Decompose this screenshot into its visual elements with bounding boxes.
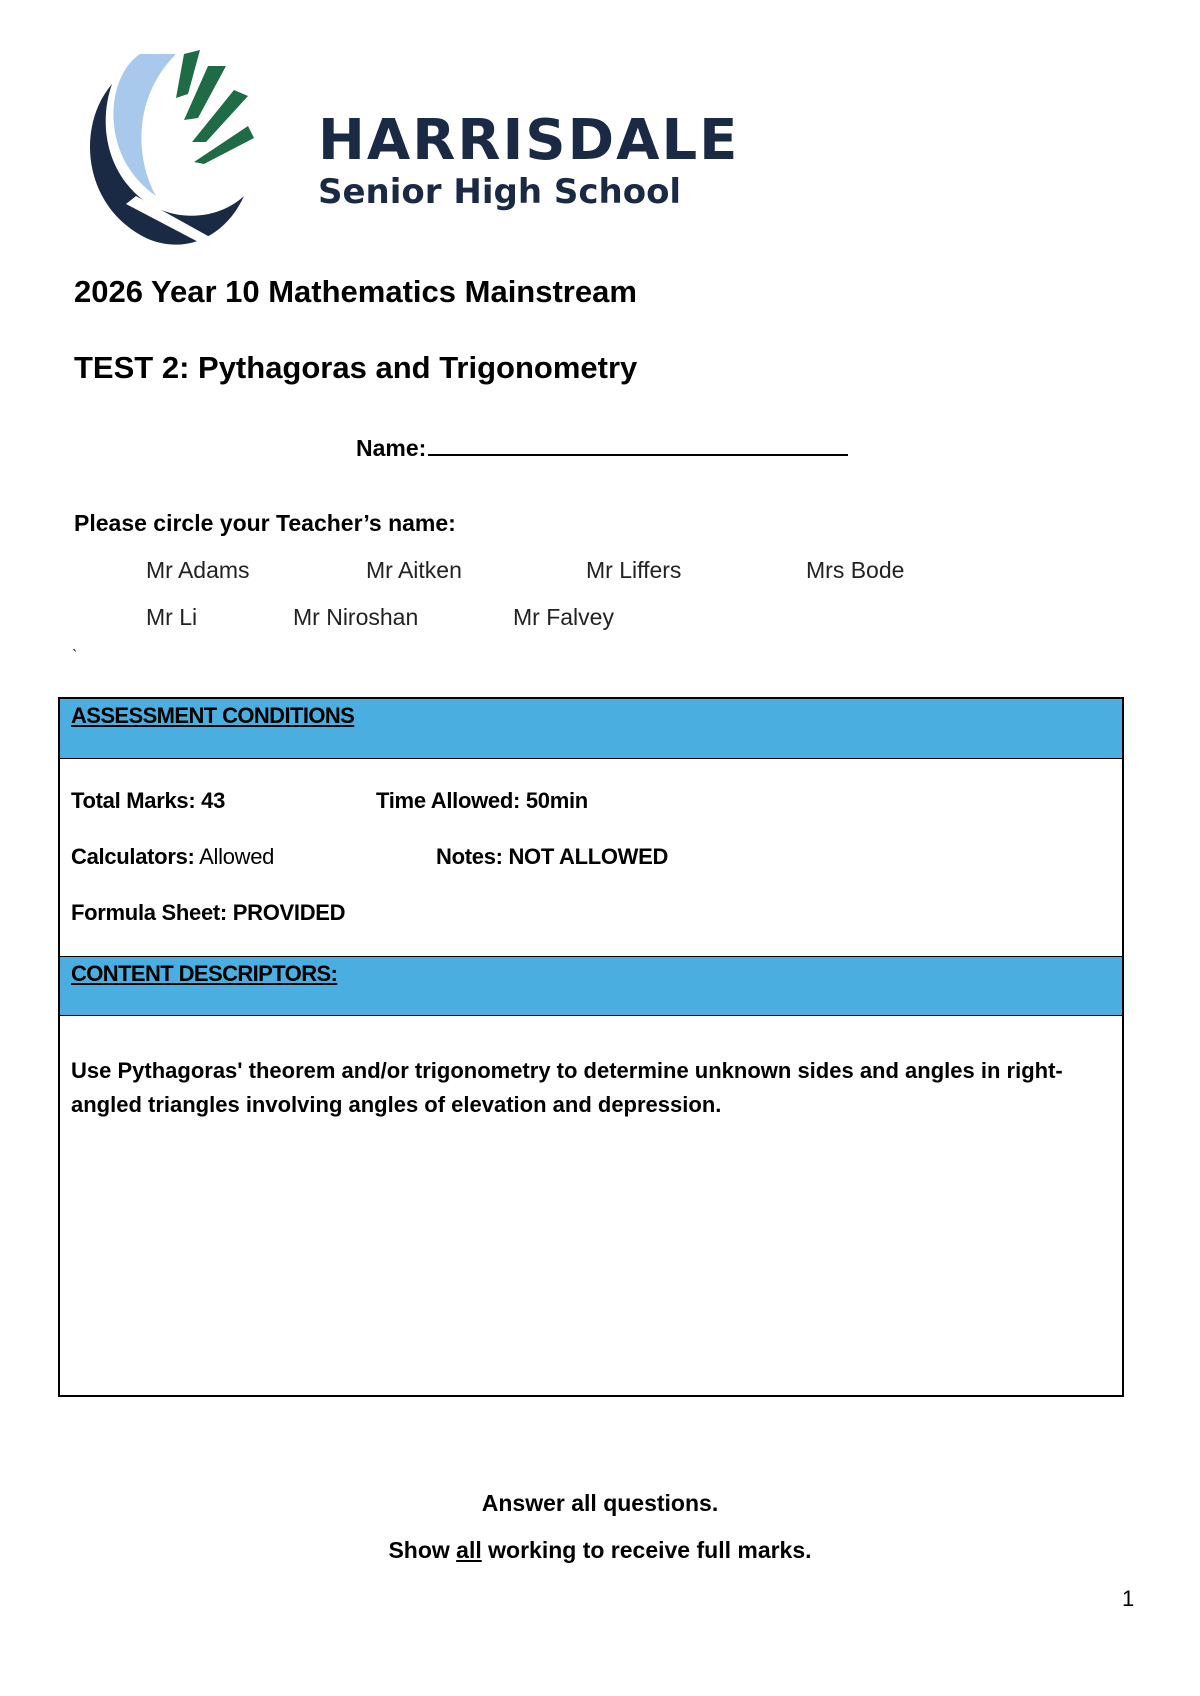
instruction-show-suffix: working to receive full marks.	[481, 1537, 812, 1563]
name-field[interactable]	[356, 434, 848, 462]
instruction-show-prefix: Show	[388, 1537, 457, 1563]
teacher-prompt: Please circle your Teacher’s name:	[74, 510, 456, 536]
teacher-option[interactable]: Mr Falvey	[513, 604, 614, 630]
assessment-conditions-heading: ASSESSMENT CONDITIONS	[71, 703, 355, 728]
formula-sheet-label: Formula Sheet:	[71, 900, 227, 925]
time-allowed-value: 50min	[525, 788, 588, 813]
assessment-conditions-box	[58, 697, 1124, 1397]
calculators	[71, 844, 274, 870]
content-descriptors-header	[60, 956, 1122, 1016]
stray-mark: `	[72, 648, 78, 665]
notes-label: Notes:	[436, 844, 503, 869]
teacher-option[interactable]: Mr Niroshan	[293, 604, 419, 630]
teacher-option[interactable]: Mr Aitken	[366, 557, 462, 583]
content-descriptor-text: Use Pythagoras' theorem and/or trigonometry to determine unknown sides and angles in right-angled triangles involving angles of elevation and depression.	[71, 1058, 1063, 1117]
teacher-option[interactable]: Mrs Bode	[806, 557, 905, 583]
calculators-value: Allowed	[199, 844, 275, 869]
test-title: TEST 2: Pythagoras and Trigonometry	[74, 350, 638, 385]
logo-school-name: HARRISDALE	[318, 108, 740, 173]
teacher-option[interactable]: Mr Liffers	[586, 557, 682, 583]
formula-sheet-value: PROVIDED	[232, 900, 346, 925]
instruction-show-emphasis: all	[456, 1537, 482, 1563]
formula-sheet	[71, 900, 345, 926]
total-marks	[71, 788, 225, 814]
total-marks-label: Total Marks:	[71, 788, 196, 813]
logo-school-subtitle: Senior High School	[318, 172, 682, 212]
content-descriptors-heading: CONTENT DESCRIPTORS:	[71, 961, 338, 986]
school-logo	[76, 46, 740, 252]
notes	[436, 844, 668, 870]
assessment-conditions-header	[60, 699, 1122, 759]
name-label: Name:	[356, 435, 427, 461]
instruction-show-working	[0, 1537, 1200, 1564]
logo-emblem-icon	[76, 46, 276, 252]
time-allowed	[376, 788, 588, 814]
page-title: 2026 Year 10 Mathematics Mainstream	[74, 274, 637, 309]
page-number: 1	[1122, 1586, 1135, 1611]
teacher-option[interactable]: Mr Adams	[146, 557, 250, 583]
calculators-label: Calculators:	[71, 844, 195, 869]
name-underline[interactable]	[428, 434, 848, 456]
instruction-answer-all: Answer all questions.	[481, 1490, 719, 1516]
total-marks-value: 43	[201, 788, 226, 813]
time-allowed-label: Time Allowed:	[376, 788, 521, 813]
notes-value: NOT ALLOWED	[508, 844, 669, 869]
teacher-option[interactable]: Mr Li	[146, 604, 198, 630]
